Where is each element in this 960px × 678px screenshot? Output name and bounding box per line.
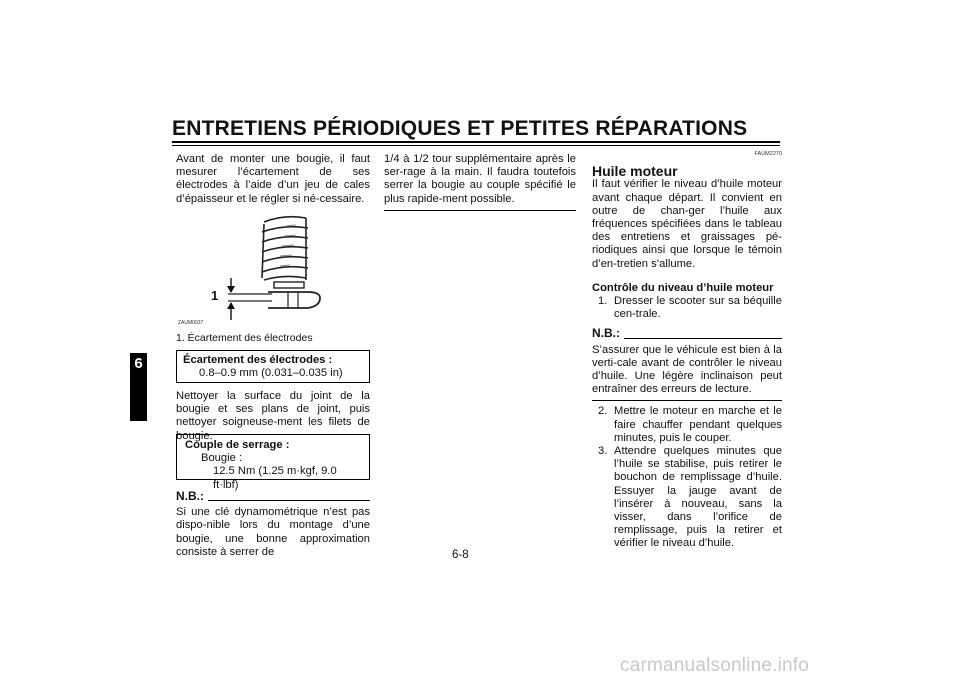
step-2-number: 2. bbox=[598, 405, 608, 418]
step-3-number: 3. bbox=[598, 445, 608, 458]
chapter-tab bbox=[130, 353, 147, 421]
torque-value: 12.5 Nm (1.25 m·kgf, 9.0 ft·lbf) bbox=[213, 465, 337, 491]
nb-rule-2 bbox=[624, 338, 782, 339]
cleaning-paragraph: Nettoyer la surface du joint de la bougie et ses plans de joint, puis nettoyer soigneuse-ment les filets de bougie. bbox=[176, 390, 370, 442]
torque-spec-box bbox=[176, 434, 370, 491]
column-1 bbox=[176, 153, 370, 206]
step-2-text: Mettre le moteur en marche et le faire chauffer pendant quelques minutes, puis le couper. bbox=[614, 405, 782, 444]
title-rule-thin bbox=[172, 145, 780, 146]
nb-end-rule-2 bbox=[592, 400, 782, 401]
nb-end-rule-1 bbox=[384, 210, 576, 211]
subsection-heading: Contrôle du niveau d’huile moteur bbox=[592, 281, 774, 294]
column-3 bbox=[592, 148, 782, 551]
figure-caption: 1. Écartement des électrodes bbox=[176, 332, 313, 344]
nb-block-1 bbox=[176, 490, 370, 559]
step-1-text: Dresser le scooter sur sa béquille cen-trale. bbox=[614, 295, 782, 321]
electrode-gap-spec-box bbox=[176, 350, 370, 383]
step-1 bbox=[592, 295, 782, 321]
page-number: 6-8 bbox=[452, 549, 469, 561]
torque-item: Bougie : bbox=[201, 452, 243, 465]
watermark: carmanualsonline.info bbox=[620, 655, 810, 676]
figure-callout: 1 bbox=[211, 288, 219, 303]
step-3-text: Attendre quelques minutes que l’huile se stabilise, puis retirer le bouchon de remplissage d’huile. Essuyer la jauge avant de l’insérer à nouveau, sans la visser, dans l’orifice de remplissage, puis la retirer et vérifier le niveau d’huile. bbox=[614, 445, 782, 550]
nb-heading-2 bbox=[592, 327, 782, 340]
spark-plug-figure bbox=[176, 208, 370, 332]
step-2 bbox=[592, 405, 782, 445]
nb-rule-1 bbox=[208, 500, 370, 501]
spark-plug-gap-icon bbox=[176, 208, 370, 332]
column-2 bbox=[384, 153, 576, 211]
step-1-number: 1. bbox=[598, 295, 608, 308]
nb-text-1: Si une clé dynamométrique n’est pas dispo-nible lors du montage d’une bougie, une bonne approximation consiste à serrer de bbox=[176, 506, 370, 558]
step-3 bbox=[592, 445, 782, 551]
nb-label-2: N.B.: bbox=[592, 326, 620, 341]
nb-label-1: N.B.: bbox=[176, 489, 204, 503]
continuation-paragraph: 1/4 à 1/2 tour supplémentaire après le ser-rage à la main. Il faudra toutefois serrer la bougie au couple spécifié le plus rapide-ment possible. bbox=[384, 153, 576, 205]
nb-text-2: S’assurer que le véhicule est bien à la verti-cale avant de contrôler le niveau d’huile. Une légère inclinaison peut entraîner des erreurs de lecture. bbox=[592, 343, 782, 396]
section-code: FAUM2270 bbox=[754, 151, 782, 157]
title-rule-thick bbox=[172, 141, 780, 143]
page-title: ENTRETIENS PÉRIODIQUES ET PETITES RÉPARATIONS bbox=[172, 117, 748, 140]
section-heading: Huile moteur bbox=[592, 163, 678, 180]
engine-oil-intro: Il faut vérifier le niveau d’huile moteur avant chaque départ. Il convient en outre de chan-ger l’huile aux fréquences spécifiées dans le tableau des entretiens et graissages pé-riodiques ainsi que lorsque le témoin d’en-tretien s’allume. bbox=[592, 178, 782, 270]
spec-heading: Écartement des électrodes : bbox=[183, 354, 333, 366]
intro-paragraph: Avant de monter une bougie, il faut mesurer l’écartement de ses électrodes à l’aide d’un jeu de cales d’épaisseur et le régler si né-cessaire. bbox=[176, 153, 370, 205]
nb-heading-1 bbox=[176, 490, 370, 503]
torque-heading: Couple de serrage : bbox=[185, 439, 290, 451]
spec-value: 0.8–0.9 mm (0.031–0.035 in) bbox=[199, 367, 343, 380]
chapter-number: 6 bbox=[134, 355, 143, 372]
figure-code: ZAUM0037 bbox=[178, 320, 204, 326]
